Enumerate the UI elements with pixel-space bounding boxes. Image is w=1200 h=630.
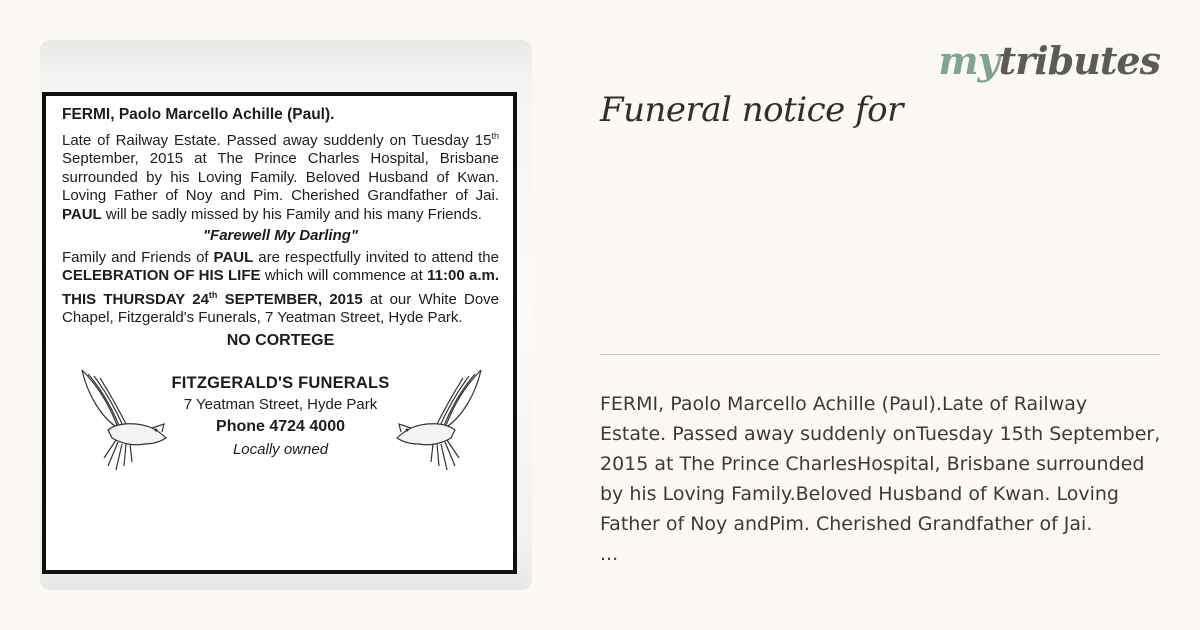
funeral-director-block xyxy=(62,366,499,496)
notice-paragraph-1 xyxy=(62,127,499,225)
funeral-director-address: 7 Yeatman Street, Hyde Park xyxy=(183,396,378,413)
excerpt-line: Father of Noy andPim. Cherished Grandfather of Jai. xyxy=(600,513,1093,535)
notice-p2-time: 11:00 a.m. THIS THURSDAY 24 xyxy=(62,267,499,308)
notice-quote: "Farewell My Darling" xyxy=(202,227,359,244)
notice-p2-celebration: CELEBRATION OF HIS LIFE xyxy=(62,267,261,284)
notice-p2-ordinal: th xyxy=(208,289,218,300)
notice-image xyxy=(40,40,532,590)
notice-p2-date: SEPTEMBER, 2015 xyxy=(217,290,363,308)
notice-p2-text-a: Family and Friends of xyxy=(62,248,214,266)
funeral-director-phone: Phone 4724 4000 xyxy=(216,418,345,435)
divider xyxy=(600,354,1160,355)
notice-paragraph-2 xyxy=(62,249,499,328)
funeral-director-tagline: Locally owned xyxy=(232,441,329,458)
excerpt-line: FERMI, Paolo Marcello Achille (Paul).Late of Railway xyxy=(600,393,1088,415)
excerpt-line: 2015 at The Prince CharlesHospital, Brisbane surrounded xyxy=(600,453,1145,475)
page-title: Funeral notice for xyxy=(600,90,903,130)
notice-p2-name: PAUL xyxy=(213,248,254,266)
logo-prefix: my xyxy=(938,38,999,83)
excerpt-ellipsis: ... xyxy=(600,543,619,565)
excerpt-line: Estate. Passed away suddenly onTuesday 15th September, xyxy=(600,423,1161,445)
logo-suffix: tributes xyxy=(998,38,1160,83)
dove-icon xyxy=(393,366,485,476)
notice-p1-ordinal: th xyxy=(491,130,499,141)
funeral-director-details xyxy=(152,372,409,460)
notice-p1-text-a: Late of Railway Estate. Passed away suddenly on Tuesday 15 xyxy=(62,131,492,149)
funeral-director-name: FITZGERALD'S FUNERALS xyxy=(171,374,390,392)
notice-header: FERMI, Paolo Marcello Achille (Paul). xyxy=(62,106,335,123)
notice-p1-name: PAUL xyxy=(62,205,102,223)
mytributes-logo[interactable] xyxy=(938,38,1160,83)
notice-p2-text-c: which will commence at xyxy=(260,267,428,284)
notice-p2-text-b: are respectfully invited to attend the xyxy=(253,248,499,266)
notice-excerpt xyxy=(600,389,1190,569)
excerpt-line: by his Loving Family.Beloved Husband of Kwan. Loving xyxy=(600,483,1119,505)
notice-frame xyxy=(42,92,517,574)
notice-p1-text-b: September, 2015 at The Prince Charles Hospital, Brisbane surrounded by his Loving Family. Beloved Husband of Kwan. Loving Father of Noy and Pim. Cherished Grandfather of Jai. xyxy=(62,150,499,204)
notice-p2-text-d: at our White Dove Chapel, Fitzgerald's Funerals, 7 Yeatman Street, Hyde Park. xyxy=(62,290,499,326)
notice-no-cortege: NO CORTEGE xyxy=(226,331,335,349)
notice-p1-text-c: will be sadly missed by his Family and his many Friends. xyxy=(101,205,482,223)
